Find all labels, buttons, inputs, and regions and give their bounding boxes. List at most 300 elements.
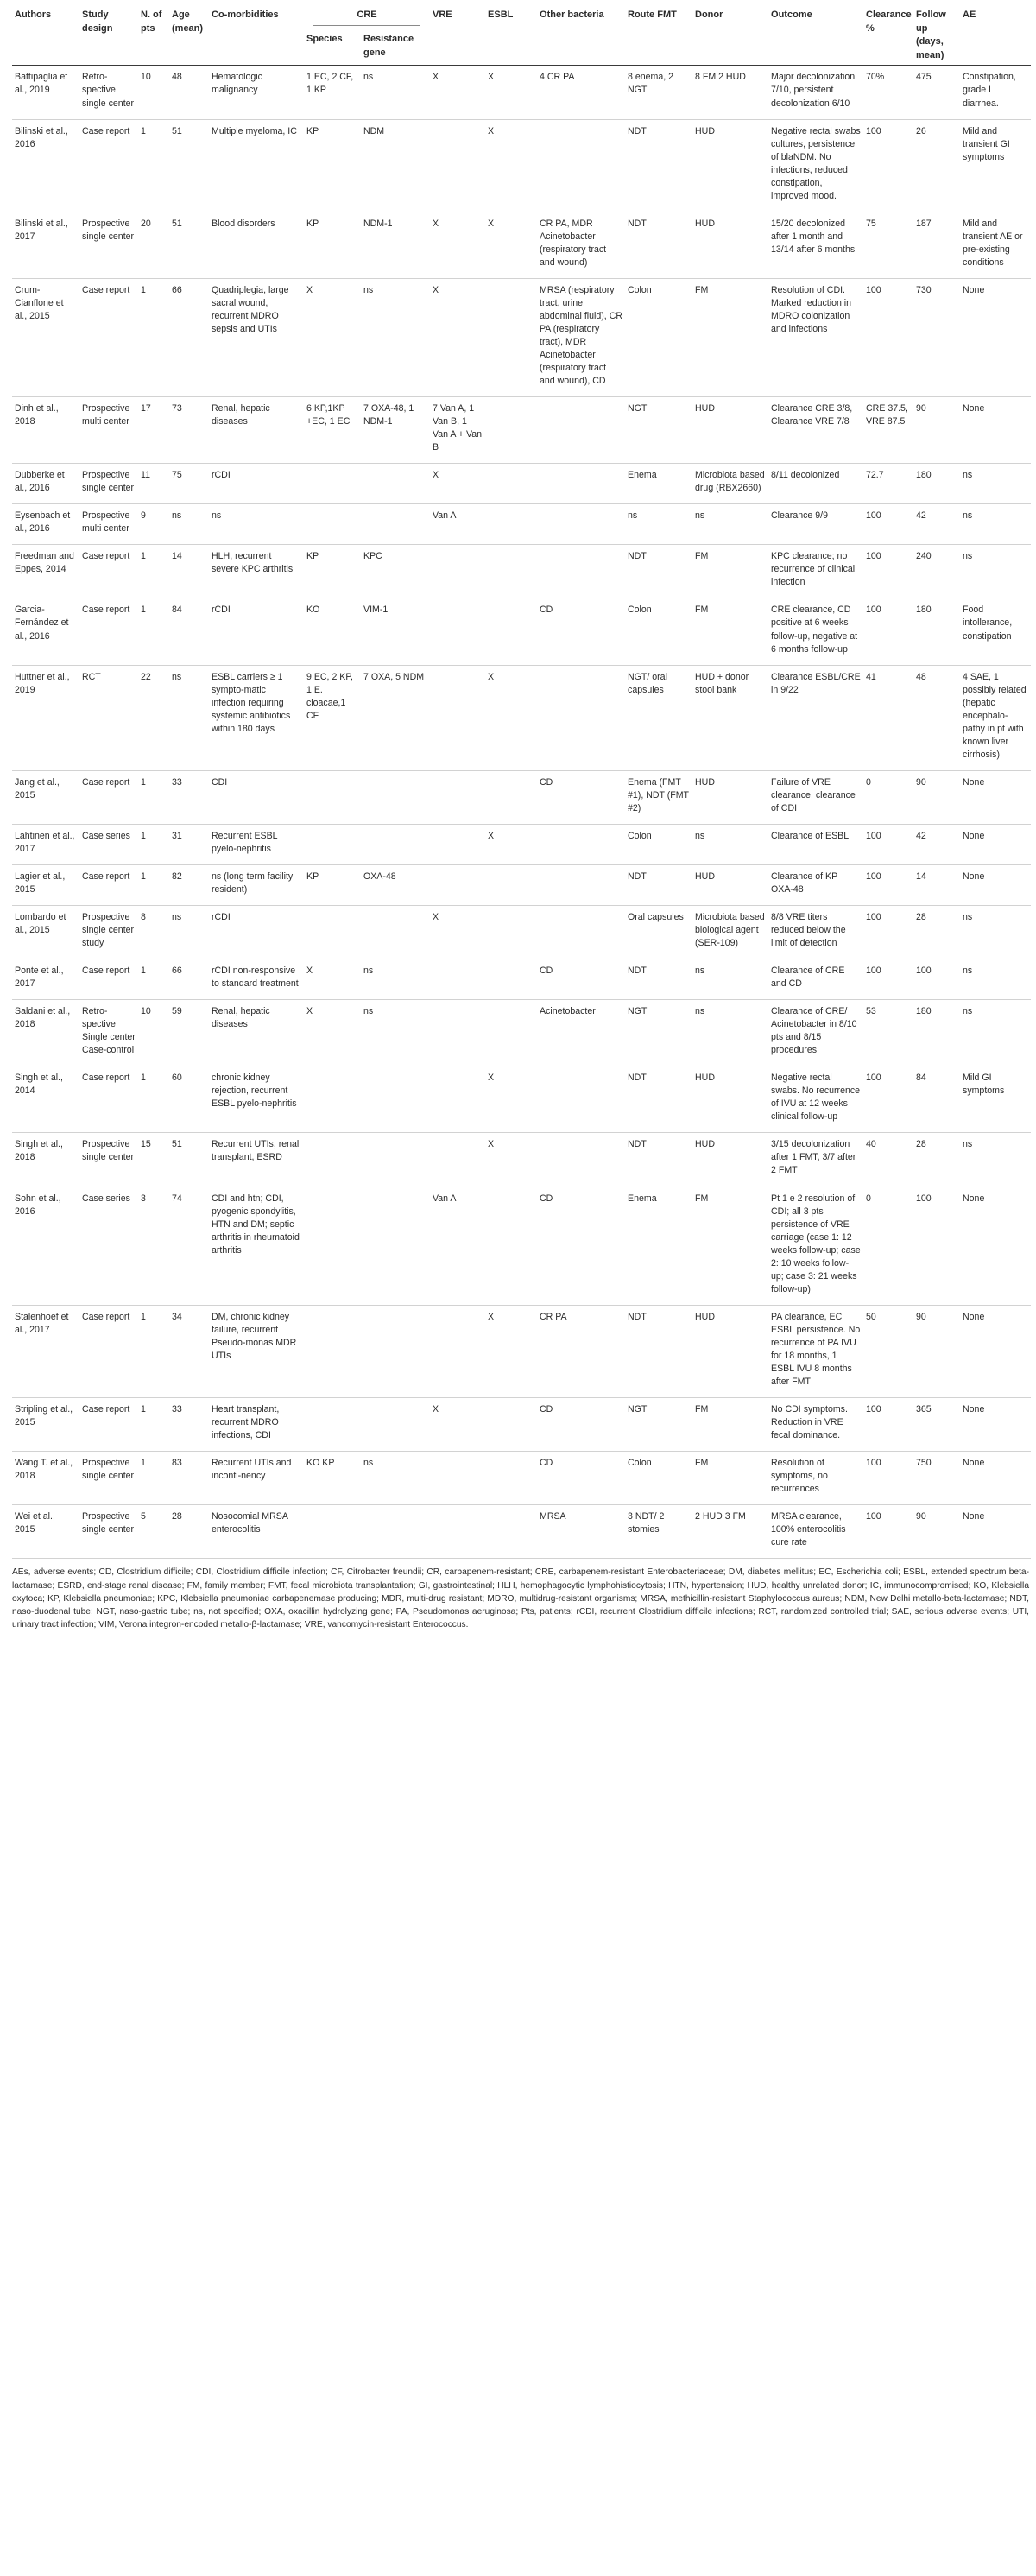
cell-species [304, 824, 361, 864]
cell-ae: Mild and transient AE or pre-existing conditions [960, 212, 1031, 278]
cell-clearance: 72.7 [863, 464, 913, 504]
cell-clearance: 100 [863, 864, 913, 905]
cell-other-bacteria: MRSA (respiratory tract, urine, abdominal fluid), CR PA (respiratory tract), MDR Acinetobacter (respiratory tract and wound), CD [537, 278, 625, 396]
cell-vre [430, 824, 485, 864]
cell-authors: Sohn et al., 2016 [12, 1187, 79, 1305]
table-row [12, 119, 1031, 212]
cell-route: 8 enema, 2 NGT [625, 66, 692, 119]
cell-comorbidities: chronic kidney rejection, recurrent ESBL pyelo-nephritis [209, 1066, 304, 1133]
cell-other-bacteria: CD [537, 1187, 625, 1305]
cell-outcome: Clearance of CRE/ Acinetobacter in 8/10 pts and 8/15 procedures [768, 1000, 863, 1066]
cell-authors: Lombardo et al., 2015 [12, 906, 79, 959]
cell-study-design: Retro-spective single center [79, 66, 138, 119]
cell-other-bacteria [537, 119, 625, 212]
cell-vre [430, 119, 485, 212]
cell-clearance: CRE 37.5, VRE 87.5 [863, 397, 913, 464]
cell-clearance: 100 [863, 278, 913, 396]
header-ae: AE [960, 5, 1031, 66]
cell-resistance-gene: VIM-1 [361, 598, 430, 665]
cell-authors: Saldani et al., 2018 [12, 1000, 79, 1066]
cell-n-pts: 1 [138, 1397, 169, 1451]
cell-comorbidities: Multiple myeloma, IC [209, 119, 304, 212]
cell-vre: X [430, 66, 485, 119]
cell-species [304, 504, 361, 545]
cell-n-pts: 1 [138, 1305, 169, 1397]
cell-study-design: Case report [79, 278, 138, 396]
table-row [12, 278, 1031, 396]
cell-route: NGT [625, 1397, 692, 1451]
cell-donor: HUD [692, 864, 768, 905]
cell-route: Colon [625, 824, 692, 864]
table-row [12, 504, 1031, 545]
cell-n-pts: 1 [138, 864, 169, 905]
cell-outcome: Clearance 9/9 [768, 504, 863, 545]
cell-ae: ns [960, 1133, 1031, 1187]
cell-species: KO KP [304, 1452, 361, 1505]
cell-comorbidities: Quadriplegia, large sacral wound, recurrent MDRO sepsis and UTIs [209, 278, 304, 396]
cell-follow-up: 180 [913, 598, 960, 665]
cell-resistance-gene [361, 504, 430, 545]
cell-esbl: X [485, 1133, 537, 1187]
cell-comorbidities: CDI and htn; CDI, pyogenic spondylitis, HTN and DM; septic arthritis in rheumatoid arthritis [209, 1187, 304, 1305]
cell-follow-up: 90 [913, 397, 960, 464]
table-row [12, 598, 1031, 665]
cell-route: NDT [625, 1305, 692, 1397]
cell-age: ns [169, 504, 209, 545]
cell-follow-up: 475 [913, 66, 960, 119]
cell-other-bacteria [537, 397, 625, 464]
cell-follow-up: 187 [913, 212, 960, 278]
cell-authors: Garcia-Fernández et al., 2016 [12, 598, 79, 665]
cell-ae: 4 SAE, 1 possibly related (hepatic encephalo-pathy in pt with known liver cirrhosis) [960, 665, 1031, 770]
cell-vre: Van A [430, 504, 485, 545]
cell-authors: Singh et al., 2018 [12, 1133, 79, 1187]
cell-species [304, 1505, 361, 1559]
cell-species [304, 906, 361, 959]
cell-comorbidities: ns [209, 504, 304, 545]
header-esbl: ESBL [485, 5, 537, 66]
cell-age: 74 [169, 1187, 209, 1305]
table-row [12, 1452, 1031, 1505]
header-study-design: Study design [79, 5, 138, 66]
cell-donor: FM [692, 1397, 768, 1451]
table-row [12, 66, 1031, 119]
cell-study-design: Prospective single center [79, 212, 138, 278]
cell-age: ns [169, 906, 209, 959]
table-row [12, 1305, 1031, 1397]
cell-age: 59 [169, 1000, 209, 1066]
cell-study-design: Retro-spective Single center Case-control [79, 1000, 138, 1066]
cell-species [304, 464, 361, 504]
cell-esbl [485, 278, 537, 396]
cell-route: Colon [625, 278, 692, 396]
cell-species [304, 1133, 361, 1187]
header-vre: VRE [430, 5, 485, 66]
cell-clearance: 100 [863, 824, 913, 864]
cell-resistance-gene [361, 1066, 430, 1133]
cell-route: NDT [625, 1133, 692, 1187]
cell-ae: ns [960, 906, 1031, 959]
cell-other-bacteria: 4 CR PA [537, 66, 625, 119]
cell-age: 73 [169, 397, 209, 464]
table-row [12, 545, 1031, 598]
cell-outcome: 8/11 decolonized [768, 464, 863, 504]
cell-age: ns [169, 665, 209, 770]
cell-route: Enema [625, 464, 692, 504]
cell-ae: ns [960, 545, 1031, 598]
cell-comorbidities: rCDI non-responsive to standard treatment [209, 959, 304, 1000]
cell-route: Enema (FMT #1), NDT (FMT #2) [625, 770, 692, 824]
cell-vre: 7 Van A, 1 Van B, 1 Van A + Van B [430, 397, 485, 464]
cell-route: NDT [625, 864, 692, 905]
cell-n-pts: 11 [138, 464, 169, 504]
cell-vre [430, 598, 485, 665]
cell-clearance: 100 [863, 1452, 913, 1505]
cell-route: NGT/ oral capsules [625, 665, 692, 770]
cell-n-pts: 1 [138, 1452, 169, 1505]
cell-ae: Mild and transient GI symptoms [960, 119, 1031, 212]
cell-other-bacteria [537, 1133, 625, 1187]
cell-n-pts: 10 [138, 1000, 169, 1066]
cell-species: KO [304, 598, 361, 665]
cell-authors: Freedman and Eppes, 2014 [12, 545, 79, 598]
cell-study-design: Case series [79, 1187, 138, 1305]
cell-authors: Stalenhoef et al., 2017 [12, 1305, 79, 1397]
cell-clearance: 100 [863, 598, 913, 665]
cell-vre: X [430, 464, 485, 504]
table-row [12, 1066, 1031, 1133]
cell-comorbidities: Recurrent ESBL pyelo-nephritis [209, 824, 304, 864]
cell-donor: HUD [692, 1066, 768, 1133]
cell-species [304, 1187, 361, 1305]
cell-authors: Wei et al., 2015 [12, 1505, 79, 1559]
cell-clearance: 100 [863, 504, 913, 545]
cell-resistance-gene: ns [361, 1000, 430, 1066]
cell-follow-up: 730 [913, 278, 960, 396]
cell-species: KP [304, 864, 361, 905]
cell-comorbidities: rCDI [209, 464, 304, 504]
cell-follow-up: 180 [913, 464, 960, 504]
cell-vre [430, 1133, 485, 1187]
cell-follow-up: 28 [913, 1133, 960, 1187]
cell-donor: HUD [692, 397, 768, 464]
cell-clearance: 50 [863, 1305, 913, 1397]
cell-comorbidities: Renal, hepatic diseases [209, 397, 304, 464]
cell-n-pts: 10 [138, 66, 169, 119]
cell-species [304, 770, 361, 824]
cell-ae: None [960, 1305, 1031, 1397]
cell-resistance-gene: ns [361, 1452, 430, 1505]
table-row [12, 1000, 1031, 1066]
fmt-studies-table [12, 5, 1031, 1559]
cell-esbl [485, 1187, 537, 1305]
cell-study-design: Prospective single center study [79, 906, 138, 959]
cell-authors: Bilinski et al., 2016 [12, 119, 79, 212]
cell-esbl [485, 1397, 537, 1451]
cell-follow-up: 48 [913, 665, 960, 770]
cell-age: 28 [169, 1505, 209, 1559]
table-row [12, 824, 1031, 864]
cell-donor: ns [692, 959, 768, 1000]
cell-other-bacteria: CD [537, 959, 625, 1000]
cell-esbl: X [485, 665, 537, 770]
cell-route: Colon [625, 1452, 692, 1505]
cell-study-design: Case report [79, 864, 138, 905]
cell-esbl [485, 1000, 537, 1066]
cell-species [304, 1066, 361, 1133]
cell-vre [430, 1000, 485, 1066]
cell-n-pts: 15 [138, 1133, 169, 1187]
cell-authors: Stripling et al., 2015 [12, 1397, 79, 1451]
header-comorbidities: Co-morbidities [209, 5, 304, 66]
cell-comorbidities: Renal, hepatic diseases [209, 1000, 304, 1066]
cell-resistance-gene: NDM [361, 119, 430, 212]
cell-other-bacteria [537, 504, 625, 545]
cell-other-bacteria [537, 824, 625, 864]
cell-other-bacteria [537, 864, 625, 905]
cell-age: 31 [169, 824, 209, 864]
cell-authors: Singh et al., 2014 [12, 1066, 79, 1133]
cell-authors: Ponte et al., 2017 [12, 959, 79, 1000]
table-row [12, 397, 1031, 464]
table-row [12, 1397, 1031, 1451]
cell-study-design: Case report [79, 598, 138, 665]
cell-ae: ns [960, 504, 1031, 545]
table-row [12, 1133, 1031, 1187]
cell-route: NDT [625, 545, 692, 598]
cell-species: X [304, 278, 361, 396]
cell-outcome: Clearance ESBL/CRE in 9/22 [768, 665, 863, 770]
cell-study-design: Case report [79, 770, 138, 824]
header-clearance: Clearance % [863, 5, 913, 66]
cell-follow-up: 84 [913, 1066, 960, 1133]
cell-outcome: 8/8 VRE titers reduced below the limit of detection [768, 906, 863, 959]
cell-vre [430, 545, 485, 598]
cell-study-design: Case report [79, 545, 138, 598]
cell-authors: Lagier et al., 2015 [12, 864, 79, 905]
cell-donor: 8 FM 2 HUD [692, 66, 768, 119]
cell-vre [430, 1505, 485, 1559]
cell-follow-up: 26 [913, 119, 960, 212]
cell-vre [430, 1066, 485, 1133]
cell-vre: X [430, 212, 485, 278]
cell-age: 14 [169, 545, 209, 598]
cell-route: NGT [625, 397, 692, 464]
cell-donor: ns [692, 1000, 768, 1066]
cell-route: NDT [625, 119, 692, 212]
cell-study-design: Prospective single center [79, 1505, 138, 1559]
cell-clearance: 100 [863, 119, 913, 212]
cell-authors: Dubberke et al., 2016 [12, 464, 79, 504]
cell-comorbidities: Blood disorders [209, 212, 304, 278]
cell-study-design: Prospective multi center [79, 504, 138, 545]
table-row [12, 464, 1031, 504]
cell-esbl: X [485, 1305, 537, 1397]
cell-age: 33 [169, 770, 209, 824]
cell-resistance-gene [361, 1505, 430, 1559]
cell-route: Enema [625, 1187, 692, 1305]
cell-esbl: X [485, 119, 537, 212]
cell-clearance: 53 [863, 1000, 913, 1066]
cell-outcome: Resolution of CDI. Marked reduction in MDRO colonization and infections [768, 278, 863, 396]
cell-other-bacteria: CR PA, MDR Acinetobacter (respiratory tract and wound) [537, 212, 625, 278]
cell-follow-up: 240 [913, 545, 960, 598]
cell-study-design: Case report [79, 119, 138, 212]
table-row [12, 1505, 1031, 1559]
cell-resistance-gene: 7 OXA, 5 NDM [361, 665, 430, 770]
cell-clearance: 70% [863, 66, 913, 119]
cell-comorbidities: Recurrent UTIs, renal transplant, ESRD [209, 1133, 304, 1187]
cell-esbl [485, 1452, 537, 1505]
header-species: Species [304, 31, 361, 66]
cell-n-pts: 20 [138, 212, 169, 278]
cell-comorbidities: Heart transplant, recurrent MDRO infections, CDI [209, 1397, 304, 1451]
cell-age: 51 [169, 119, 209, 212]
cell-age: 33 [169, 1397, 209, 1451]
cell-age: 51 [169, 1133, 209, 1187]
cell-outcome: Clearance of KP OXA-48 [768, 864, 863, 905]
table-row [12, 906, 1031, 959]
cell-age: 84 [169, 598, 209, 665]
header-route: Route FMT [625, 5, 692, 66]
cell-vre [430, 1305, 485, 1397]
cell-vre [430, 959, 485, 1000]
cell-resistance-gene [361, 1397, 430, 1451]
cell-study-design: Prospective single center [79, 464, 138, 504]
cell-n-pts: 1 [138, 824, 169, 864]
cell-donor: 2 HUD 3 FM [692, 1505, 768, 1559]
cell-route: Oral capsules [625, 906, 692, 959]
cell-age: 66 [169, 959, 209, 1000]
cell-follow-up: 42 [913, 824, 960, 864]
cell-authors: Huttner et al., 2019 [12, 665, 79, 770]
cell-age: 48 [169, 66, 209, 119]
cell-species: 1 EC, 2 CF, 1 KP [304, 66, 361, 119]
cell-outcome: 15/20 decolonized after 1 month and 13/14 after 6 months [768, 212, 863, 278]
cell-resistance-gene: 7 OXA-48, 1 NDM-1 [361, 397, 430, 464]
header-outcome: Outcome [768, 5, 863, 66]
table-body [12, 66, 1031, 1559]
cell-route: NDT [625, 1066, 692, 1133]
cell-other-bacteria [537, 906, 625, 959]
cell-ae: None [960, 1397, 1031, 1451]
cell-species: 6 KP,1KP +EC, 1 EC [304, 397, 361, 464]
cell-study-design: Prospective multi center [79, 397, 138, 464]
cell-age: 60 [169, 1066, 209, 1133]
cell-donor: Microbiota based biological agent (SER-109) [692, 906, 768, 959]
cell-study-design: Prospective single center [79, 1133, 138, 1187]
table-row [12, 665, 1031, 770]
cell-vre [430, 665, 485, 770]
cell-vre: X [430, 1397, 485, 1451]
cell-study-design: Case report [79, 1397, 138, 1451]
cell-esbl [485, 504, 537, 545]
cell-authors: Eysenbach et al., 2016 [12, 504, 79, 545]
cell-age: 66 [169, 278, 209, 396]
cell-clearance: 100 [863, 1397, 913, 1451]
header-other-bacteria: Other bacteria [537, 5, 625, 66]
cell-esbl: X [485, 66, 537, 119]
header-cre: CRE [313, 9, 420, 26]
cell-other-bacteria [537, 464, 625, 504]
cell-vre: X [430, 906, 485, 959]
cell-outcome: MRSA clearance, 100% enterocolitis cure rate [768, 1505, 863, 1559]
cell-other-bacteria: CD [537, 770, 625, 824]
cell-comorbidities: HLH, recurrent severe KPC arthritis [209, 545, 304, 598]
header-donor: Donor [692, 5, 768, 66]
cell-other-bacteria [537, 665, 625, 770]
cell-donor: HUD [692, 1305, 768, 1397]
cell-esbl: X [485, 212, 537, 278]
cell-esbl [485, 1505, 537, 1559]
cell-route: ns [625, 504, 692, 545]
cell-donor: HUD [692, 212, 768, 278]
cell-vre [430, 864, 485, 905]
cell-n-pts: 17 [138, 397, 169, 464]
cell-route: 3 NDT/ 2 stomies [625, 1505, 692, 1559]
cell-outcome: Resolution of symptoms, no recurrences [768, 1452, 863, 1505]
header-resistance-gene: Resistance gene [361, 31, 430, 66]
cell-clearance: 0 [863, 770, 913, 824]
cell-outcome: PA clearance, EC ESBL persistence. No recurrence of PA IVU for 18 months, 1 ESBL IVU 8 months after FMT [768, 1305, 863, 1397]
cell-outcome: Clearance of CRE and CD [768, 959, 863, 1000]
cell-comorbidities: DM, chronic kidney failure, recurrent Pseudo-monas MDR UTIs [209, 1305, 304, 1397]
cell-resistance-gene: NDM-1 [361, 212, 430, 278]
cell-outcome: Clearance of ESBL [768, 824, 863, 864]
cell-follow-up: 365 [913, 1397, 960, 1451]
cell-outcome: Clearance CRE 3/8, Clearance VRE 7/8 [768, 397, 863, 464]
cell-clearance: 41 [863, 665, 913, 770]
cell-species: KP [304, 545, 361, 598]
cell-route: Colon [625, 598, 692, 665]
cell-age: 75 [169, 464, 209, 504]
cell-n-pts: 22 [138, 665, 169, 770]
cell-comorbidities: CDI [209, 770, 304, 824]
cell-vre: X [430, 278, 485, 396]
cell-comorbidities: Nosocomial MRSA enterocolitis [209, 1505, 304, 1559]
cell-species: KP [304, 119, 361, 212]
cell-ae: None [960, 864, 1031, 905]
cell-comorbidities: Hematologic malignancy [209, 66, 304, 119]
cell-n-pts: 1 [138, 545, 169, 598]
cell-n-pts: 8 [138, 906, 169, 959]
cell-follow-up: 100 [913, 959, 960, 1000]
cell-authors: Bilinski et al., 2017 [12, 212, 79, 278]
cell-resistance-gene [361, 906, 430, 959]
header-n-pts: N. of pts [138, 5, 169, 66]
cell-follow-up: 750 [913, 1452, 960, 1505]
cell-other-bacteria [537, 545, 625, 598]
cell-age: 34 [169, 1305, 209, 1397]
cell-esbl [485, 959, 537, 1000]
cell-follow-up: 14 [913, 864, 960, 905]
header-cre-group [304, 5, 430, 31]
cell-follow-up: 90 [913, 770, 960, 824]
cell-outcome: Pt 1 e 2 resolution of CDI; all 3 pts persistence of VRE carriage (case 1: 12 weeks follow-up; case 2: 10 weeks follow-up; case 3: 21 weeks follow-up) [768, 1187, 863, 1305]
cell-outcome: Negative rectal swabs cultures, persistence of blaNDM. No infections, reduced constipation, improved mood. [768, 119, 863, 212]
table-row [12, 864, 1031, 905]
cell-n-pts: 9 [138, 504, 169, 545]
cell-ae: Food intollerance, constipation [960, 598, 1031, 665]
cell-clearance: 0 [863, 1187, 913, 1305]
header-follow-up: Follow up (days, mean) [913, 5, 960, 66]
cell-other-bacteria [537, 1066, 625, 1133]
table-row [12, 212, 1031, 278]
cell-follow-up: 42 [913, 504, 960, 545]
cell-resistance-gene: ns [361, 66, 430, 119]
cell-follow-up: 180 [913, 1000, 960, 1066]
cell-resistance-gene: OXA-48 [361, 864, 430, 905]
